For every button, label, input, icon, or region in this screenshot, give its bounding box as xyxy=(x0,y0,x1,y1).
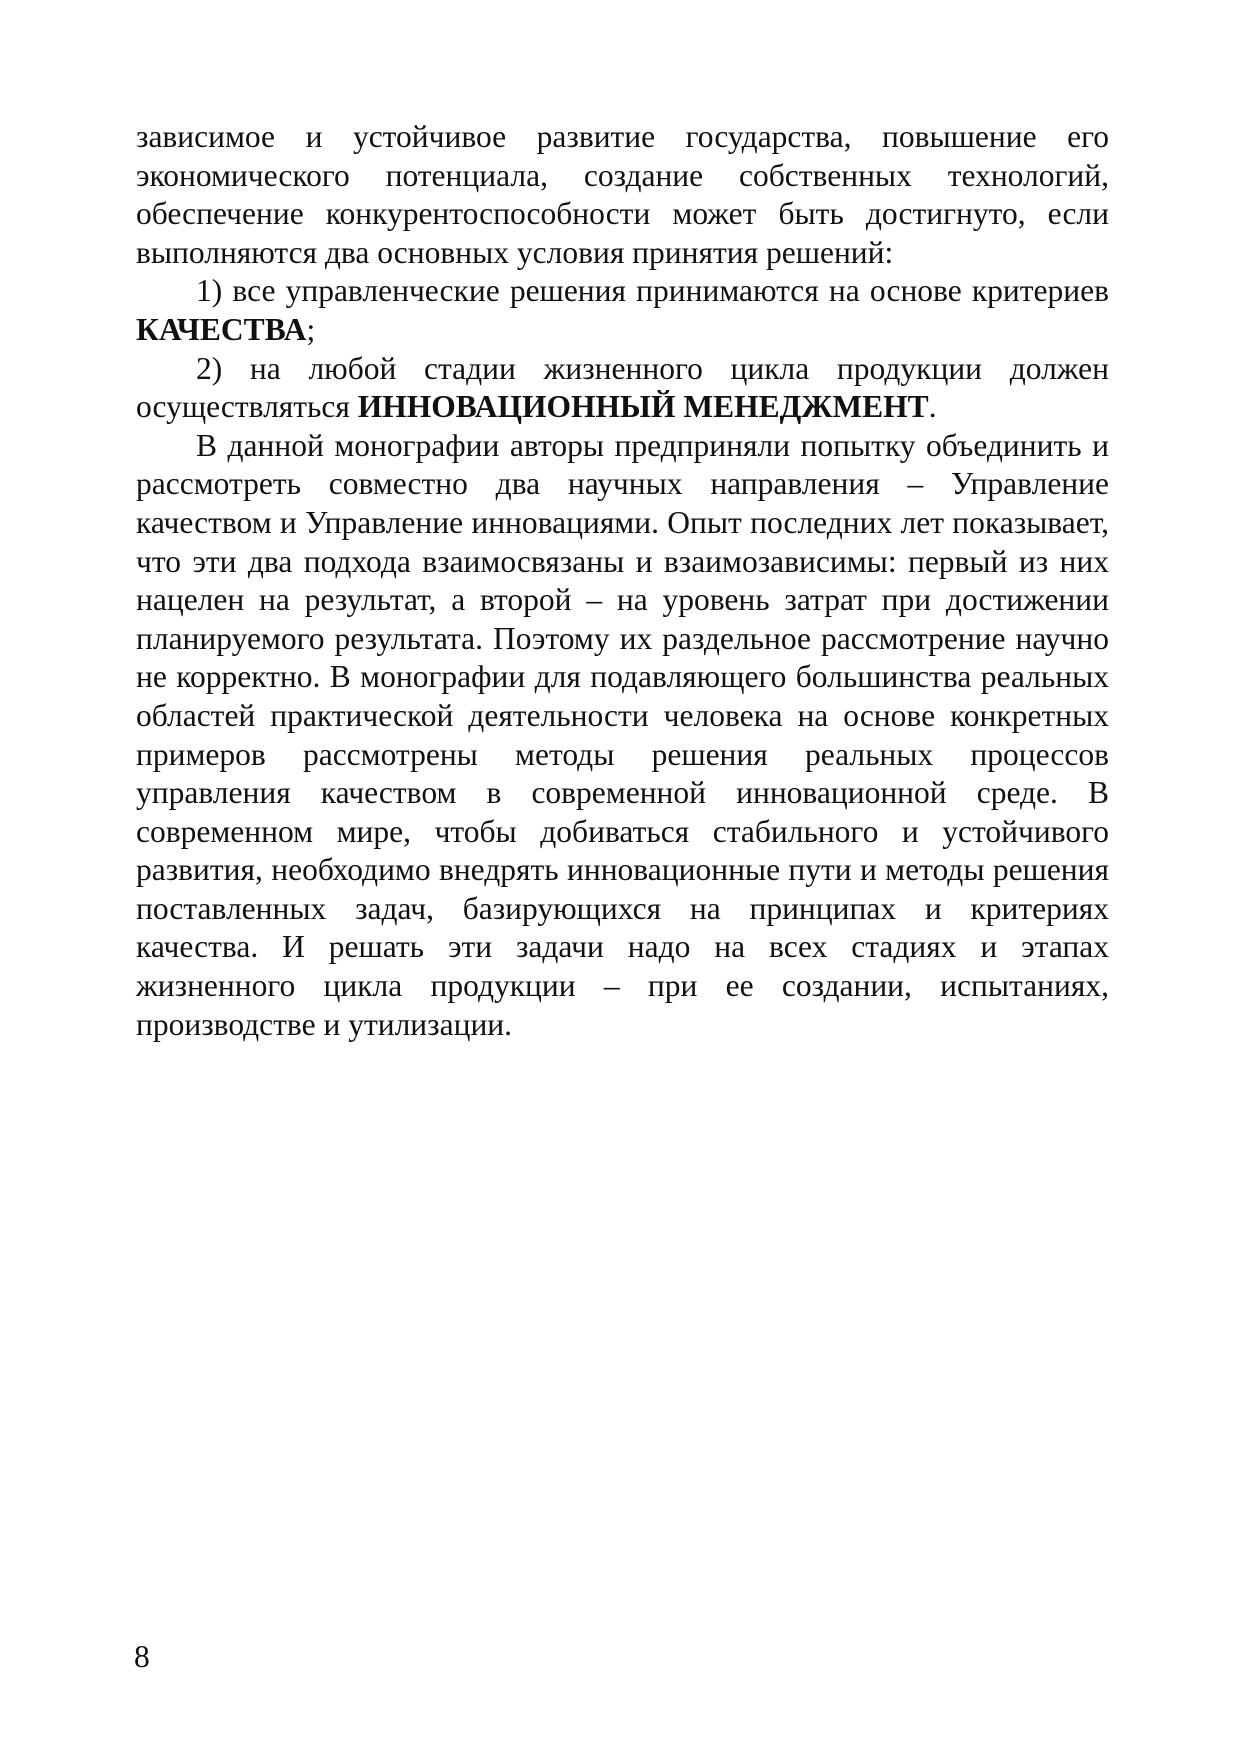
intro-paragraph: зависимое и устойчивое развитие государства, повышение его экономического потенциала, создание собственных технологий, обеспечение конкурентоспособности может быть достигнуто, если выполняются два основных условия принятия решений: xyxy=(136,119,1109,270)
body-text xyxy=(136,118,1109,1044)
condition-item-1-text: 1) все управленческие решения принимаются на основе критериев xyxy=(196,273,1109,309)
condition-item-1 xyxy=(136,272,1109,349)
page-number: 8 xyxy=(134,1639,150,1674)
condition-item-2-suffix: . xyxy=(928,389,937,425)
condition-item-1-emphasis: КАЧЕСТВА xyxy=(136,311,307,347)
condition-item-1-suffix: ; xyxy=(306,311,316,347)
condition-item-2-text: 2) на любой стадии жизненного цикла продукции должен осуществляться xyxy=(136,350,1109,425)
condition-item-2 xyxy=(136,350,1109,427)
main-paragraph: В данной монографии авторы предприняли попытку объединить и рассмотреть совместно два научных направления – Управление качеством и Управление инновациями. Опыт последних лет показывает, что эти два подхода взаимосвязаны и взаимозависимы: первый из них нацелен на результат, а второй – на уровень затрат при достижении планируемого результата. Поэтому их раздельное рассмотрение научно не корректно. В монографии для подавляющего большинства реальных областей практической деятельности человека на основе конкретных примеров рассмотрены методы решения реальных процессов управления качеством в современной инновационной среде. В современном мире, чтобы добиваться стабильного и устойчивого развития, необходимо внедрять инновационные пути и методы решения поставленных задач, базирующихся на принципах и критериях качества. И решать эти задачи надо на всех стадиях и этапах жизненного цикла продукции – при ее создании, испытаниях, производстве и утилизации. xyxy=(136,427,1109,1042)
condition-item-2-emphasis: ИННОВАЦИОННЫЙ МЕНЕДЖМЕНТ xyxy=(357,389,929,425)
